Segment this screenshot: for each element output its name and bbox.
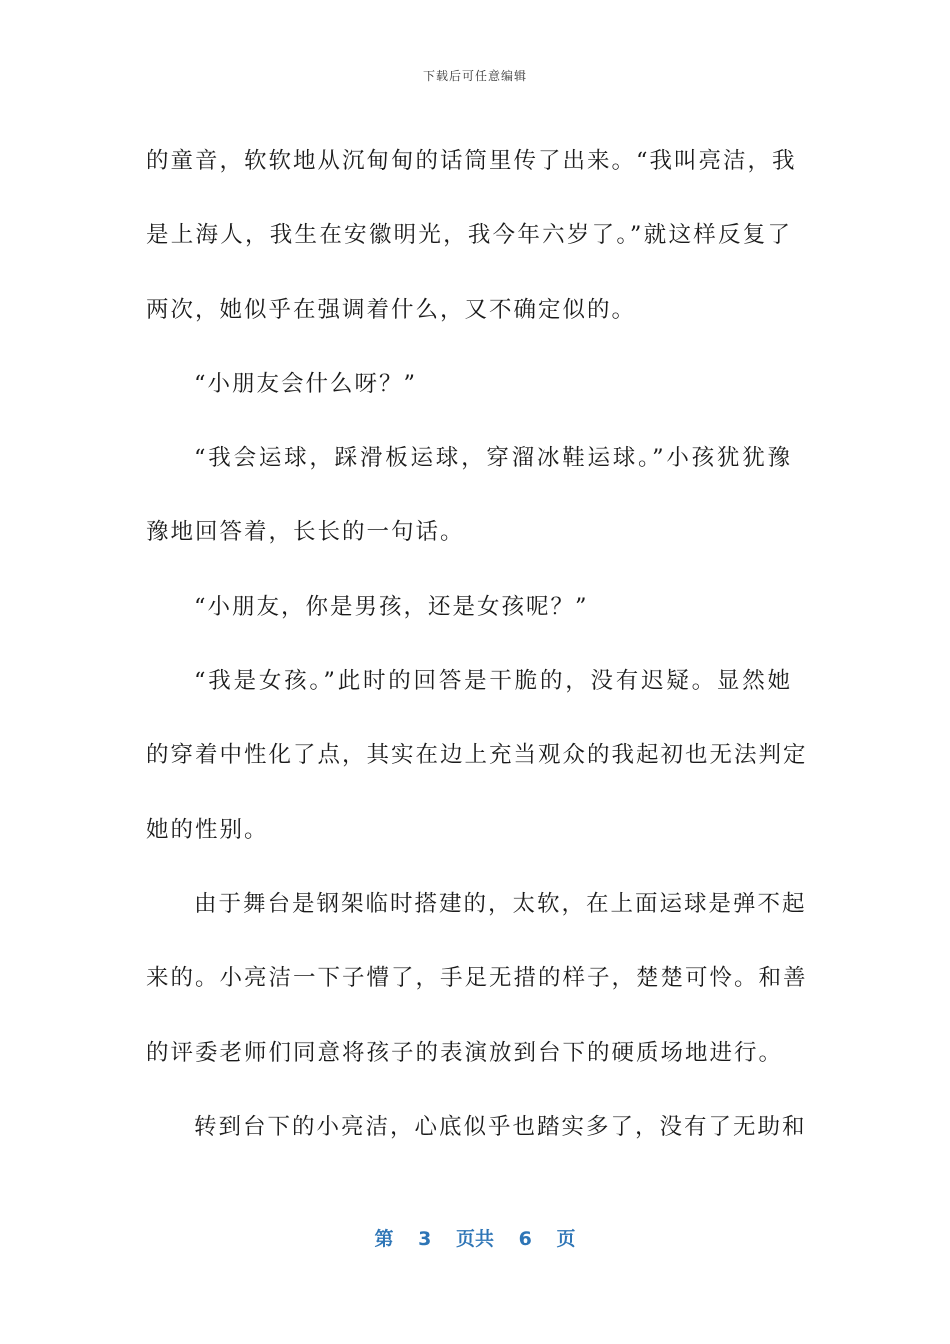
- text-line: 转到台下的小亮洁，心底似乎也踏实多了，没有了无助和: [194, 1113, 807, 1140]
- text-line: 的童音，软软地从沉甸甸的话筒里传了出来。“我叫亮洁，我: [146, 148, 797, 174]
- total-page-number: 6: [518, 1228, 532, 1250]
- text-line: “我是女孩。”此时的回答是干脆的，没有迟疑。显然她: [194, 668, 792, 695]
- document-body: [146, 124, 808, 1164]
- page-header: 下载后可任意编辑: [422, 69, 527, 83]
- page-footer: [0, 1224, 950, 1251]
- footer-middle: 页共: [455, 1228, 494, 1250]
- text-line: 是上海人，我生在安徽明光，我今年六岁了。”就这样反复了: [146, 222, 792, 249]
- footer-suffix: 页: [556, 1228, 576, 1250]
- text-line: “小朋友会什么呀？”: [194, 370, 418, 397]
- footer-prefix: 第: [374, 1228, 394, 1250]
- text-line: “小朋友，你是男孩，还是女孩呢？”: [194, 593, 589, 620]
- text-line: 她的性别。: [146, 816, 269, 843]
- text-line: “我会运球，踩滑板运球，穿溜冰鞋运球。”小孩犹犹豫: [194, 445, 792, 472]
- text-line: 由于舞台是钢架临时搭建的，太软，在上面运球是弹不起: [194, 890, 807, 917]
- text-line: 来的。小亮洁一下子懵了，手足无措的样子，楚楚可怜。和善: [146, 965, 808, 992]
- text-line: 的评委老师们同意将孩子的表演放到台下的硬质场地进行。: [146, 1039, 784, 1066]
- text-line: 豫地回答着，长长的一句话。: [146, 519, 465, 546]
- current-page-number: 3: [418, 1228, 432, 1250]
- text-line: 的穿着中性化了点，其实在边上充当观众的我起初也无法判定: [146, 742, 808, 769]
- text-line: 两次，她似乎在强调着什么，又不确定似的。: [146, 296, 637, 323]
